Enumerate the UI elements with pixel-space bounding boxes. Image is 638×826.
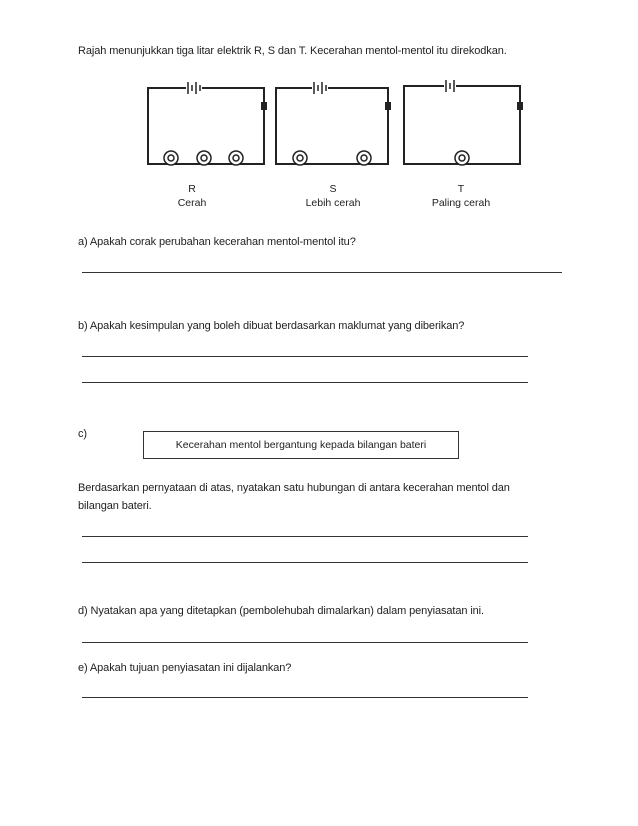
circuit-label: S — [329, 183, 337, 195]
circuit-label: T — [457, 183, 465, 195]
answer-line-b1[interactable] — [82, 356, 528, 357]
answer-line-c2[interactable] — [82, 562, 528, 563]
question-c-label: c) — [78, 428, 87, 440]
circuit-label: R — [188, 183, 196, 195]
statement-text: Kecerahan mentol bergantung kepada bilangan bateri — [175, 439, 427, 451]
bulb-icon — [455, 151, 469, 165]
question-b: b) Apakah kesimpulan yang boleh dibuat berdasarkan maklumat yang diberikan? — [78, 320, 465, 332]
answer-line-b2[interactable] — [82, 382, 528, 383]
answer-line-c1[interactable] — [82, 536, 528, 537]
brightness-label: Paling cerah — [431, 197, 491, 209]
bulb-icon — [293, 151, 371, 165]
intro-text: Rajah menunjukkan tiga litar elektrik R, S dan T. Kecerahan mentol-mentol itu direkodkan. — [78, 45, 507, 57]
caption-r — [162, 182, 222, 210]
statement-box — [143, 431, 459, 459]
brightness-label: Lebih cerah — [305, 197, 361, 209]
question-e: e) Apakah tujuan penyiasatan ini dijalankan? — [78, 662, 292, 674]
caption-s — [293, 182, 373, 210]
caption-t — [416, 182, 506, 210]
question-a: a) Apakah corak perubahan kecerahan mentol-mentol itu? — [78, 236, 356, 248]
question-c-text-2: bilangan bateri. — [78, 500, 152, 512]
question-d: d) Nyatakan apa yang ditetapkan (pembolehubah dimalarkan) dalam penyiasatan ini. — [78, 605, 484, 617]
question-c-text-1: Berdasarkan pernyataan di atas, nyatakan satu hubungan di antara kecerahan mentol dan — [78, 482, 510, 494]
circuit-t-diagram — [400, 78, 524, 170]
bulb-icon — [164, 151, 243, 165]
answer-line-e[interactable] — [82, 697, 528, 698]
answer-line-d[interactable] — [82, 642, 528, 643]
answer-line-a[interactable] — [82, 272, 562, 273]
brightness-label: Cerah — [177, 197, 207, 209]
circuit-s-diagram — [272, 80, 392, 170]
circuit-r-diagram — [144, 80, 268, 170]
